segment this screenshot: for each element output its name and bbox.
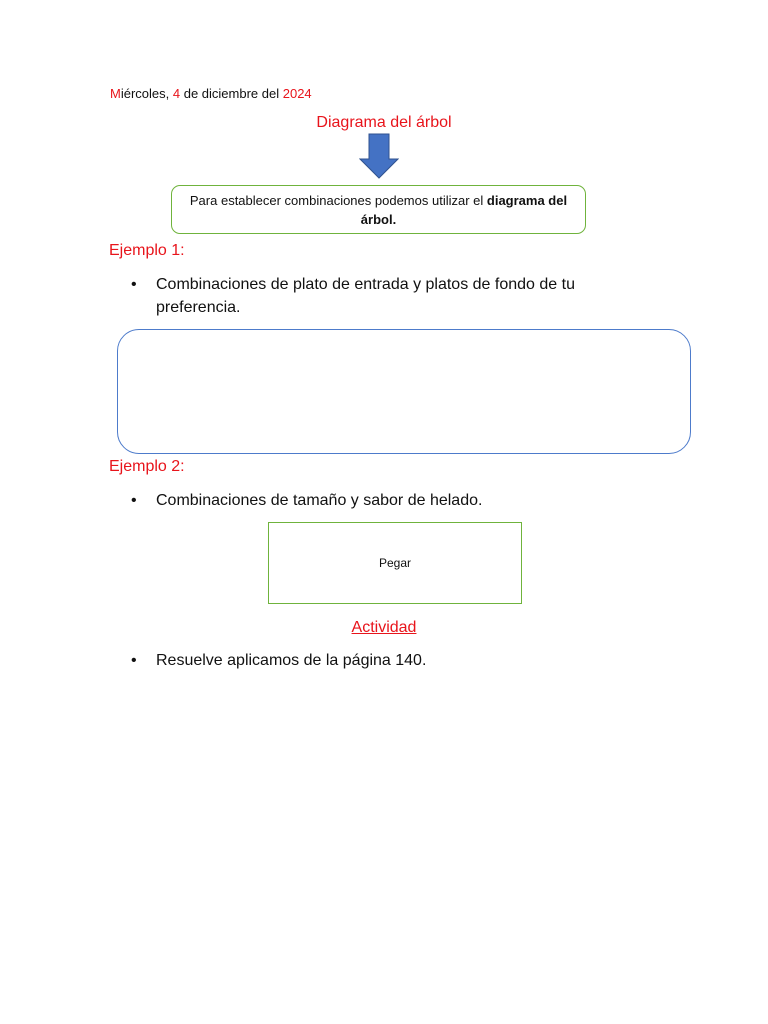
paste-label: Pegar <box>378 556 412 570</box>
callout-text-bold: diagrama del árbol <box>360 192 568 227</box>
callout-text-end: . <box>392 211 397 227</box>
example2-heading: Ejemplo 2: <box>109 458 185 475</box>
date-year: 2024 <box>282 86 312 101</box>
example1-bullet <box>131 273 601 319</box>
down-arrow-icon <box>359 133 399 179</box>
callout-text-plain: Para establecer combinaciones podemos utilizar el <box>189 192 487 208</box>
bullet-dot: • <box>131 492 137 509</box>
example1-answer-box <box>117 329 691 454</box>
page-title: Diagrama del árbol <box>316 114 452 131</box>
date-initial: M <box>110 86 121 101</box>
bullet-dot: • <box>131 652 137 669</box>
activity-heading: Actividad <box>351 619 417 636</box>
date-weekday-rest: iércoles, <box>120 86 173 101</box>
paste-box <box>268 522 522 604</box>
example2-bullet-text: Combinaciones de tamaño y sabor de helado. <box>156 492 483 509</box>
callout-text <box>186 191 571 229</box>
activity-bullet <box>131 649 601 672</box>
date-day: 4 <box>172 86 181 101</box>
date-line <box>110 86 312 101</box>
date-month: de diciembre del <box>180 86 283 101</box>
example1-heading: Ejemplo 1: <box>109 242 185 259</box>
example2-bullet <box>131 489 601 512</box>
bullet-dot: • <box>131 276 137 293</box>
example1-bullet-text: Combinaciones de plato de entrada y platos de fondo de tu preferencia. <box>156 276 575 316</box>
definition-callout <box>171 185 586 234</box>
activity-bullet-text: Resuelve aplicamos de la página 140. <box>156 652 427 669</box>
